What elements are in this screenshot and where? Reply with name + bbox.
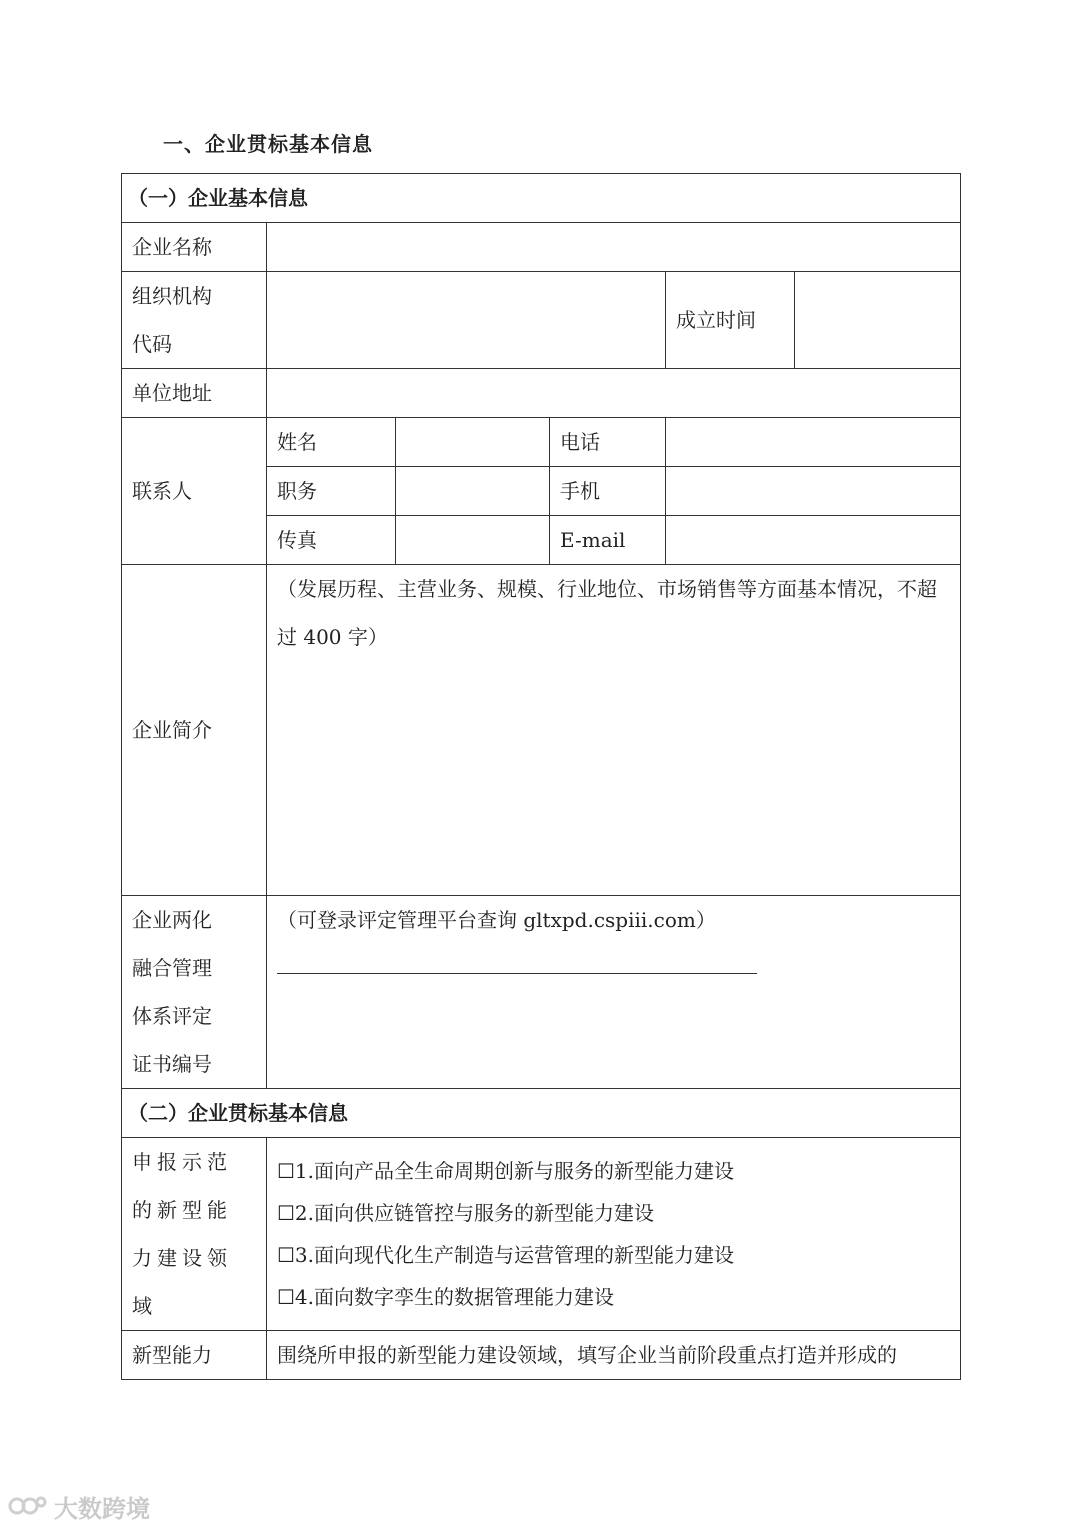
founded-label: 成立时间 (666, 272, 795, 369)
company-name-field[interactable] (267, 223, 961, 272)
address-label: 单位地址 (122, 369, 267, 418)
cert-label-line2: 融合管理 (132, 956, 212, 980)
contact-email-field[interactable] (666, 516, 961, 565)
standard-info-title: （二）企业贯标基本信息 (122, 1089, 961, 1138)
domain-option-4[interactable]: ☐4.面向数字孪生的数据管理能力建设 (277, 1285, 615, 1309)
capability-label: 新型能力 (122, 1331, 267, 1380)
contact-mobile-label: 手机 (550, 467, 666, 516)
address-field[interactable] (267, 369, 961, 418)
contact-name-label: 姓名 (267, 418, 396, 467)
intro-label: 企业简介 (122, 565, 267, 896)
section-heading: 一、企业贯标基本信息 (163, 132, 373, 156)
domain-option-1[interactable]: ☐1.面向产品全生命周期创新与服务的新型能力建设 (277, 1159, 735, 1183)
contact-email-label: E-mail (550, 516, 666, 565)
company-name-label: 企业名称 (122, 223, 267, 272)
contact-position-field[interactable] (396, 467, 550, 516)
intro-field[interactable] (267, 565, 961, 896)
org-code-label-line1: 组织机构 (132, 284, 212, 308)
cert-label-line3: 体系评定 (132, 1004, 212, 1028)
cert-label (122, 896, 267, 1089)
contact-mobile-field[interactable] (666, 467, 961, 516)
cert-number-underline[interactable] (277, 972, 757, 974)
contact-fax-field[interactable] (396, 516, 550, 565)
contact-fax-label: 传真 (267, 516, 396, 565)
domain-option-3[interactable]: ☐3.面向现代化生产制造与运营管理的新型能力建设 (277, 1243, 735, 1267)
cert-hint: （可登录评定管理平台查询 gltxpd.cspiii.com） (277, 908, 716, 932)
capability-text: 围绕所申报的新型能力建设领域，填写企业当前阶段重点打造并形成的 (267, 1331, 961, 1380)
watermark-text: 大数跨境 (54, 1494, 150, 1523)
cert-field[interactable] (267, 896, 961, 1089)
contact-phone-label: 电话 (550, 418, 666, 467)
watermark (8, 1490, 150, 1522)
domain-label: 申报示范的新型能力建设领域 (122, 1138, 267, 1331)
org-code-label (122, 272, 267, 369)
org-code-label-line2: 代码 (132, 332, 172, 356)
domain-option-2[interactable]: ☐2.面向供应链管控与服务的新型能力建设 (277, 1201, 655, 1225)
domain-options (267, 1138, 961, 1331)
contact-name-field[interactable] (396, 418, 550, 467)
contact-position-label: 职务 (267, 467, 396, 516)
basic-info-title: （一）企业基本信息 (122, 174, 961, 223)
org-code-field[interactable] (267, 272, 666, 369)
watermark-logo-icon (8, 1493, 48, 1519)
intro-hint: （发展历程、主营业务、规模、行业地位、市场销售等方面基本情况，不超过 400 字） (277, 577, 937, 649)
founded-field[interactable] (795, 272, 961, 369)
enterprise-info-form (121, 173, 961, 1380)
contact-phone-field[interactable] (666, 418, 961, 467)
cert-label-line1: 企业两化 (132, 908, 212, 932)
cert-label-line4: 证书编号 (132, 1052, 212, 1076)
contact-label: 联系人 (122, 418, 267, 565)
